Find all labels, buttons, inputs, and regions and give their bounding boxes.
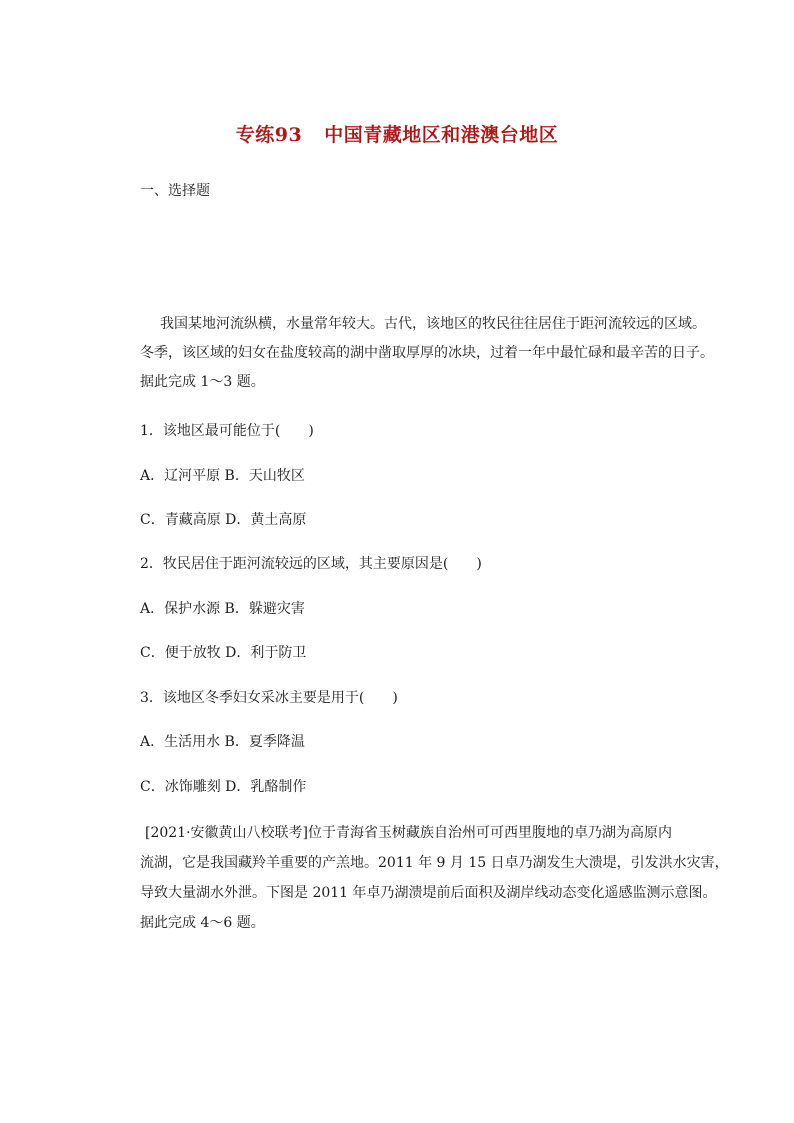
question-2-stem: 2．牧民居住于距河流较远的区域，其主要原因是( ) — [140, 556, 482, 572]
question-1-options-ab: A．辽河平原 B．天山牧区 — [140, 468, 305, 484]
question-3-options-cd: C．冰饰雕刻 D．乳酪制作 — [140, 779, 307, 795]
passage2-line-1: [2021·安徽黄山八校联考]位于青海省玉树藏族自治州可可西里腹地的卓乃湖为高原内 — [145, 825, 673, 841]
question-2-options-ab: A．保护水源 B．躲避灾害 — [140, 601, 305, 617]
title-prefix: 专练93 — [235, 124, 303, 146]
section-heading: 一、选择题 — [140, 183, 210, 199]
question-3-stem: 3．该地区冬季妇女采冰主要是用于( ) — [140, 690, 398, 706]
passage2-line-3: 导致大量湖水外泄。下图是 2011 年卓乃湖溃堤前后面积及湖岸线动态变化遥感监测示意图。 — [140, 885, 717, 901]
question-3-options-ab: A．生活用水 B．夏季降温 — [140, 734, 305, 750]
question-1-options-cd: C．青藏高原 D．黄土高原 — [140, 512, 307, 528]
question-1-stem: 1．该地区最可能位于( ) — [140, 423, 314, 439]
passage1-line-3: 据此完成 1～3 题。 — [140, 374, 265, 390]
passage2-line-2: 流湖，它是我国藏羚羊重要的产羔地。2011 年 9 月 15 日卓乃湖发生大溃堤，引发洪水灾害， — [140, 855, 729, 871]
title-main: 中国青藏地区和港澳台地区 — [324, 124, 559, 146]
page-title — [0, 120, 794, 147]
passage2-line-4: 据此完成 4～6 题。 — [140, 915, 265, 931]
passage1-line-2: 冬季，该区域的妇女在盐度较高的湖中凿取厚厚的冰块，过着一年中最忙碌和最辛苦的日子。 — [140, 345, 714, 361]
passage1-line-1: 我国某地河流纵横，水量常年较大。古代，该地区的牧民往往居住于距河流较远的区域。 — [160, 316, 706, 332]
question-2-options-cd: C．便于放牧 D．利于防卫 — [140, 645, 307, 661]
